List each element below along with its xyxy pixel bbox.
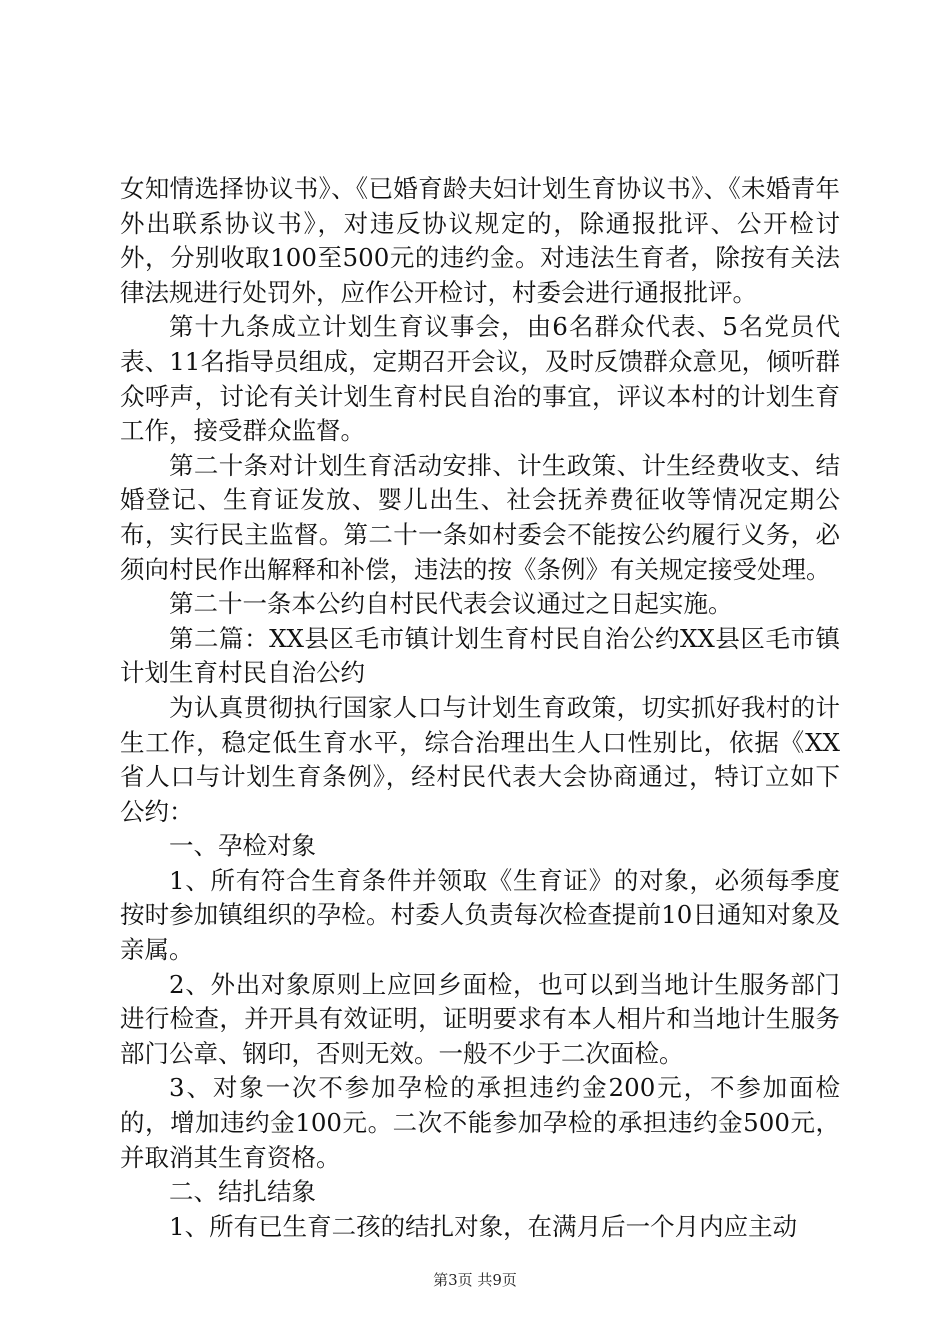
paragraph-article-21: 第二十一条本公约自村民代表会议通过之日起实施。 [169, 589, 733, 619]
paragraph-item-2: 2、外出对象原则上应回乡面检，也可以到当地计生服务部门进行检查，并开具有效证明，证明要求有本人相片和当地计生服务部门公章、钢印，否则无效。一般不少于二次面检。 [120, 969, 840, 1068]
paragraph-agreement-continuation: 女知情选择协议书》、《已婚育龄夫妇计划生育协议书》、《未婚青年外出联系协议书》，对违反协议规定的，除通报批评、公开检讨外，分别收取100至500元的违约金。对违法生育者，除按有关法律法规进行处罚外，应作公开检讨，村委会进行通报批评。 [120, 174, 840, 307]
paragraph-part-two-title: 第二篇：XX县区毛市镇计划生育村民自治公约XX县区毛市镇计划生育村民自治公约 [120, 623, 840, 688]
paragraph-article-19: 第十九条成立计划生育议事会，由6名群众代表、5名党员代表、11名指导员组成，定期召开会议，及时反馈群众意见，倾听群众呼声，讨论有关计划生育村民自治的事宜，评议本村的计划生育工作，接受群众监督。 [120, 312, 840, 446]
heading-pregnancy-check: 一、孕检对象 [169, 831, 316, 861]
paragraph-item-1: 1、所有符合生育条件并领取《生育证》的对象，必须每季度按时参加镇组织的孕检。村委人负责每次检查提前10日通知对象及亲属。 [120, 865, 840, 965]
heading-ligation: 二、结扎结象 [169, 1177, 316, 1207]
paragraph-item-3: 3、对象一次不参加孕检的承担违约金200元，不参加面检的，增加违约金100元。二次不能参加孕检的承担违约金500元，并取消其生育资格。 [120, 1073, 840, 1172]
paragraph-preamble: 为认真贯彻执行国家人口与计划生育政策，切实抓好我村的计生工作，稳定低生育水平，综合治理出生人口性别比，依据《XX省人口与计划生育条例》，经村民代表大会协商通过，特订立如下公约： [120, 692, 840, 826]
page-number-footer: 第3页 共9页 [433, 1271, 517, 1289]
document-body [120, 172, 840, 1244]
paragraph-ligation-item-1: 1、所有已生育二孩的结扎对象，在满月后一个月内应主动 [169, 1211, 798, 1241]
paragraph-article-20: 第二十条对计划生育活动安排、计生政策、计生经费收支、结婚登记、生育证发放、婴儿出生、社会抚养费征收等情况定期公布，实行民主监督。第二十一条如村委会不能按公约履行义务，必须向村民作出解释和补偿，违法的按《条例》有关规定接受处理。 [120, 450, 840, 584]
